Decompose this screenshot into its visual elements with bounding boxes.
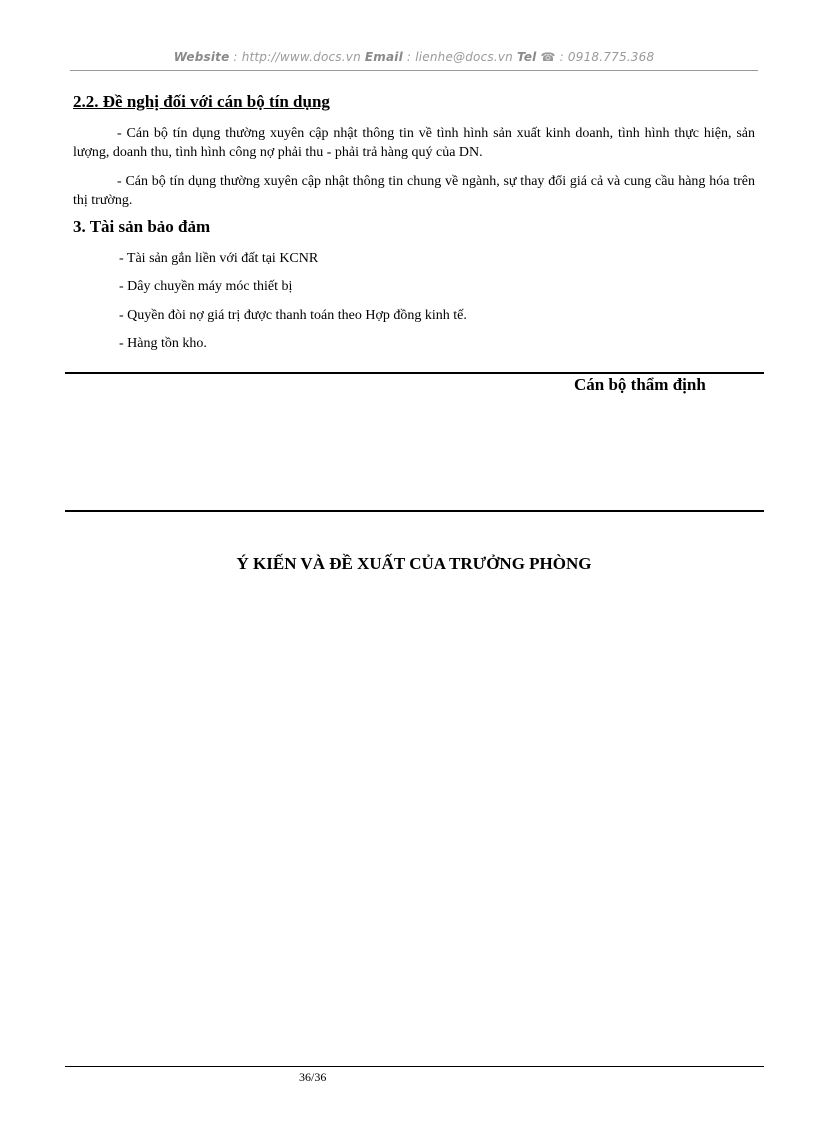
email-label: Email xyxy=(364,50,403,64)
website-label: Website xyxy=(173,50,230,64)
website-value: : http://www.docs.vn xyxy=(229,50,365,64)
section-2-2-paragraph-1: - Cán bộ tín dụng thường xuyên cập nhật thông tin về tình hình sản xuất kinh doanh, tình hình thực hiện, sản lượng, doanh thu, tình hình công nợ phải thu - phải trả hàng quý của DN. xyxy=(73,126,755,160)
section-2-2-heading: 2.2. Đề nghị đối với cán bộ tín dụng xyxy=(73,92,330,111)
section-2-2-paragraph-2: - Cán bộ tín dụng thường xuyên cập nhật thông tin chung về ngành, sự thay đổi giá cả và cung cầu hàng hóa trên thị trường. xyxy=(73,174,755,208)
collateral-item: - Dây chuyền máy móc thiết bị xyxy=(119,279,293,294)
email-value: : lienhe@docs.vn xyxy=(402,50,517,64)
signature-divider-bottom xyxy=(65,510,764,512)
page-header xyxy=(70,50,758,64)
tel-label: Tel xyxy=(516,50,537,64)
header-divider xyxy=(70,70,758,71)
signature-divider-top xyxy=(65,372,764,374)
footer-divider xyxy=(65,1066,764,1067)
tel-value: ☎ : 0918.775.368 xyxy=(536,50,655,64)
manager-opinion-heading: Ý KIẾN VÀ ĐỀ XUẤT CỦA TRƯỞNG PHÒNG xyxy=(236,554,592,573)
collateral-item: - Quyền đòi nợ giá trị được thanh toán theo Hợp đồng kinh tế. xyxy=(119,308,467,323)
collateral-item: - Hàng tồn kho. xyxy=(119,336,207,351)
page-number: 36/36 xyxy=(299,1070,327,1084)
collateral-item: - Tài sản gắn liền với đất tại KCNR xyxy=(119,251,319,266)
section-3-heading: 3. Tài sản bảo đảm xyxy=(73,217,211,236)
signer-title: Cán bộ thẩm định xyxy=(574,375,706,394)
